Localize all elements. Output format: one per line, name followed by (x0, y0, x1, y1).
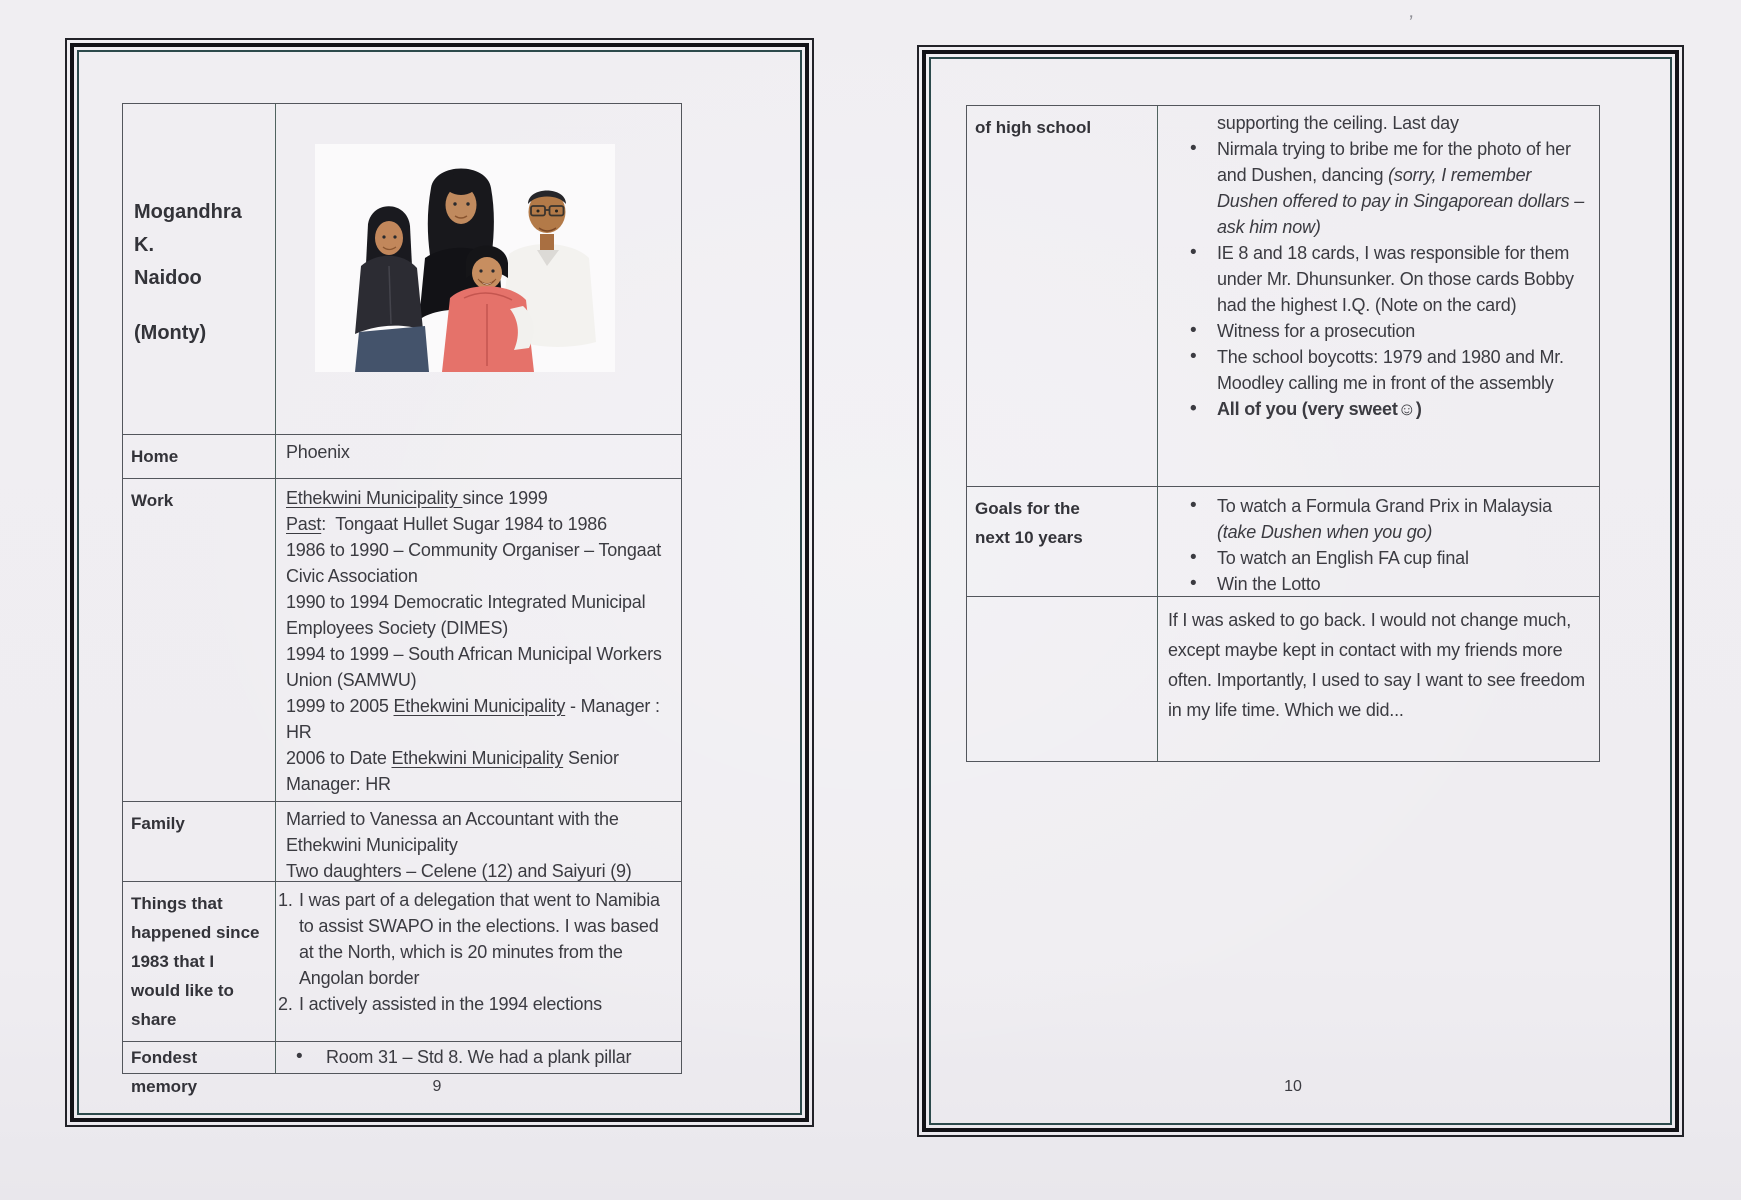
page-number-9: 9 (432, 1078, 442, 1095)
fondest-bullets (286, 1044, 671, 1070)
profile-nickname: (Monty) (134, 322, 207, 344)
things-list (278, 887, 671, 1017)
scan-artifact-mark: ’ (1406, 11, 1415, 35)
list-item: • IE 8 and 18 cards, I was responsible for them under Mr. Dhunsunker. On those cards Bobby had the highest I.Q. (Note on the card) (1190, 240, 1589, 318)
memories-list (1168, 136, 1589, 422)
profile-name-line1: Mogandhra K. (134, 201, 242, 256)
list-item: • All of you (very sweet☺) (1190, 396, 1589, 422)
continued-line: supporting the ceiling. Last day (1217, 113, 1459, 133)
row-home (123, 434, 681, 478)
list-item: • Room 31 – Std 8. We had a plank pillar (296, 1044, 671, 1070)
row-family (123, 801, 681, 881)
page-number-10: 10 (1284, 1078, 1302, 1095)
family-line: Two daughters – Celene (12) and Saiyuri (9) (286, 861, 632, 881)
family-line: Married to Vanessa an Accountant with the Ethekwini Municipality (286, 809, 619, 855)
goals-list-cell (1158, 487, 1599, 596)
things-list-cell (276, 882, 681, 1041)
list-item: I actively assisted in the 1994 elections (299, 994, 602, 1014)
work-job: 1986 to 1990 – Community Organiser – Tongaat Civic Association (286, 540, 662, 586)
family-label: Family (123, 802, 276, 881)
profile-table-page-10 (966, 105, 1600, 762)
home-label: Home (123, 435, 276, 478)
work-past: Past: Tongaat Hullet Sugar 1984 to 1986 (286, 514, 607, 534)
goals-label-line1: Goals for the (975, 499, 1080, 518)
list-item: • Win the Lotto (1190, 571, 1589, 597)
work-job: 2006 to Date Ethekwini Municipality Senior Manager: HR (286, 748, 619, 794)
work-job: 1994 to 1999 – South African Municipal Workers Union (SAMWU) (286, 644, 662, 690)
family-details (276, 802, 681, 881)
work-job: 1990 to 1994 Democratic Integrated Municipal Employees Society (DIMES) (286, 592, 646, 638)
home-value: Phoenix (286, 442, 350, 462)
fondest-cell (276, 1042, 681, 1073)
fondest-label: Fondest memory (123, 1042, 276, 1073)
closing-label-empty (967, 597, 1158, 761)
row-work (123, 478, 681, 801)
profile-name (123, 104, 276, 434)
row-name-photo (123, 104, 681, 434)
photo-cell (276, 104, 681, 434)
work-history (276, 479, 681, 801)
list-item: • Nirmala trying to bribe me for the photo of her and Dushen, dancing (sorry, I remember Dushen offered to pay in Singaporean dollars – ask him now) (1190, 136, 1589, 240)
row-goals (967, 486, 1599, 596)
row-things-shared (123, 881, 681, 1041)
row-closing-remark (967, 596, 1599, 761)
list-item: • To watch an English FA cup final (1190, 545, 1589, 571)
list-item: I was part of a delegation that went to Namibia to assist SWAPO in the elections. I was based at the North, which is 20 minutes from the Angolan border (299, 890, 660, 988)
list-item: • The school boycotts: 1979 and 1980 and Mr. Moodley calling me in front of the assembly (1190, 344, 1589, 396)
work-job: 1999 to 2005 Ethekwini Municipality - Manager : HR (286, 696, 660, 742)
family-photo (315, 144, 615, 372)
high-school-label: of high school (967, 106, 1158, 486)
goals-label (967, 487, 1158, 596)
work-label: Work (123, 479, 276, 801)
row-fondest-memory (123, 1041, 681, 1096)
closing-paragraph: If I was asked to go back. I would not change much, except maybe kept in contact with my friends more often. Importantly, I used to say I want to see freedom in my life time. Which we did... (1168, 610, 1585, 720)
work-current: Ethekwini Municipality since 1999 (286, 488, 548, 508)
profile-name-line2: Naidoo (134, 267, 202, 289)
profile-table-page-9 (122, 103, 682, 1096)
goals-list (1168, 493, 1589, 597)
list-item: • To watch a Formula Grand Prix in Malaysia (take Dushen when you go) (1190, 493, 1589, 545)
things-label: Things that happened since 1983 that I would like to share (123, 882, 276, 1041)
list-item: • Witness for a prosecution (1190, 318, 1589, 344)
high-school-memories (1158, 106, 1599, 486)
goals-label-line2: next 10 years (975, 528, 1083, 547)
row-fondest-memory-continued (967, 106, 1599, 486)
